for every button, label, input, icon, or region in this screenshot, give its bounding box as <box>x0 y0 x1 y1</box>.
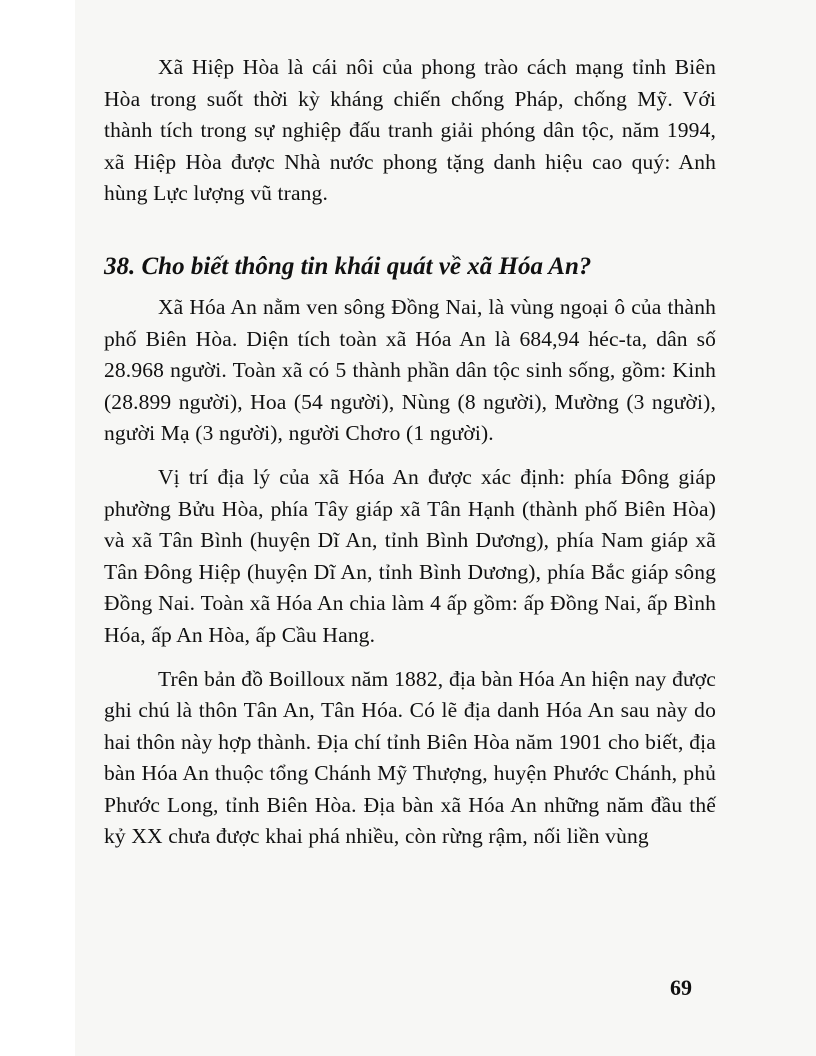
paragraph-hoa-an-overview: Xã Hóa An nằm ven sông Đồng Nai, là vùng ngoại ô của thành phố Biên Hòa. Diện tích toàn xã Hóa An là 684,94 héc-ta, dân số 28.968 người. Toàn xã có 5 thành phần dân tộc sinh sống, gồm: Kinh (28.899 người), Hoa (54 người), Nùng (8 người), Mường (3 người), người Mạ (3 người), người Chơro (1 người). <box>104 294 716 446</box>
page-content <box>104 52 716 853</box>
page-number: 69 <box>670 975 692 1000</box>
section-heading: 38. Cho biết thông tin khái quát về xã Hóa An? <box>104 252 592 280</box>
paragraph-hiep-hoa: Xã Hiệp Hòa là cái nôi của phong trào cách mạng tỉnh Biên Hòa trong suốt thời kỳ kháng chiến chống Pháp, chống Mỹ. Với thành tích trong sự nghiệp đấu tranh giải phóng dân tộc, năm 1994, xã Hiệp Hòa được Nhà nước phong tặng danh hiệu cao quý: Anh hùng Lực lượng vũ trang. <box>104 55 716 206</box>
paragraph-hoa-an-history: Trên bản đồ Boilloux năm 1882, địa bàn Hóa An hiện nay được ghi chú là thôn Tân An, Tân Hóa. Có lẽ địa danh Hóa An sau này do hai thôn này hợp thành. Địa chí tỉnh Biên Hòa năm 1901 cho biết, địa bàn Hóa An thuộc tổng Chánh Mỹ Thượng, huyện Phước Chánh, phủ Phước Long, tỉnh Biên Hòa. Địa bàn xã Hóa An những năm đầu thế kỷ XX chưa được khai phá nhiều, còn rừng rậm, nối liền vùng <box>104 666 716 849</box>
paragraph-hoa-an-location: Vị trí địa lý của xã Hóa An được xác định: phía Đông giáp phường Bửu Hòa, phía Tây giáp xã Tân Hạnh (thành phố Biên Hòa) và xã Tân Bình (huyện Dĩ An, tỉnh Bình Dương), phía Nam giáp xã Tân Đông Hiệp (huyện Dĩ An, tỉnh Bình Dương), phía Bắc giáp sông Đồng Nai. Toàn xã Hóa An chia làm 4 ấp gồm: ấp Đồng Nai, ấp Bình Hóa, ấp An Hòa, ấp Cầu Hang. <box>104 464 716 647</box>
